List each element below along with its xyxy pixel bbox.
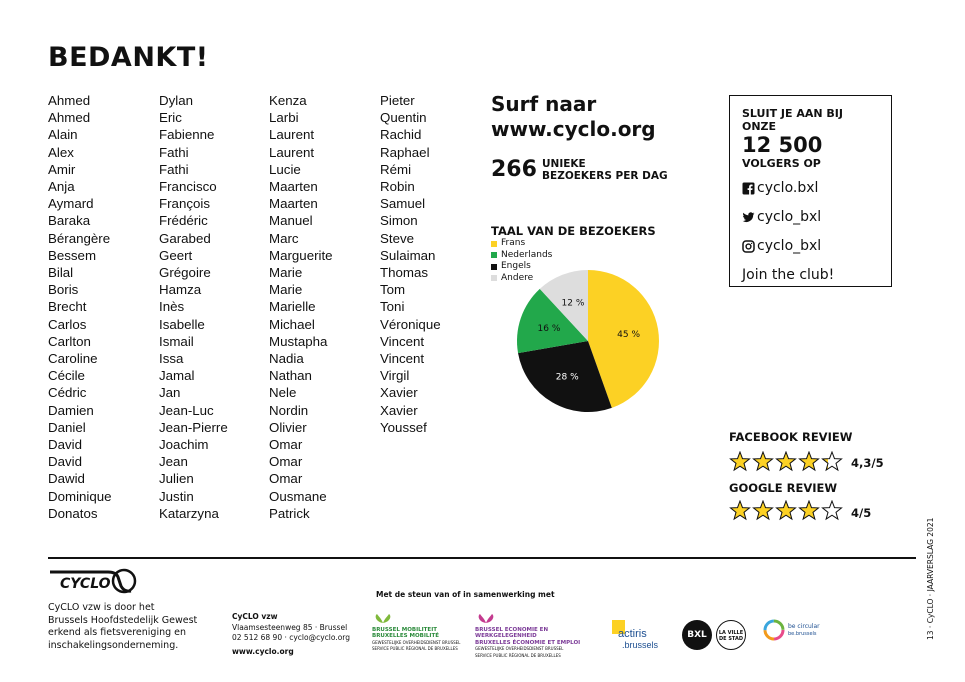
name-item: Marie bbox=[269, 265, 303, 281]
name-item: Véronique bbox=[380, 316, 441, 332]
name-item: Jean bbox=[159, 454, 188, 470]
name-item: Quentin bbox=[380, 110, 427, 126]
legend-label: Frans bbox=[501, 238, 526, 248]
name-item: Bessem bbox=[48, 247, 97, 263]
google-star-icon bbox=[775, 500, 797, 522]
name-item: Nele bbox=[269, 385, 297, 401]
name-item: Caroline bbox=[48, 351, 98, 367]
facebook-star-icon bbox=[729, 451, 751, 473]
legend-swatch bbox=[491, 275, 497, 281]
name-item: Xavier bbox=[380, 402, 418, 418]
facebook-star-icon bbox=[798, 451, 820, 473]
about-line: erkend als fietsvereniging en bbox=[48, 627, 187, 638]
name-item: Laurent bbox=[269, 144, 315, 160]
partner-brussels-mobility: BRUSSEL MOBILITEIT BRUXELLES MOBILITÉ GEWESTELIJKE OVERHEIDSDIENST BRUSSEL SERVICE PUBLIC RÉGIONAL DE BRUXELLES bbox=[372, 612, 472, 653]
name-item: Omar bbox=[269, 454, 303, 470]
name-item: Manuel bbox=[269, 213, 313, 229]
name-item: Rachid bbox=[380, 127, 422, 143]
name-item: Lucie bbox=[269, 161, 301, 177]
name-item: Larbi bbox=[269, 110, 299, 126]
legend-swatch bbox=[491, 252, 497, 258]
twitter-icon bbox=[742, 211, 755, 224]
join-club-cta[interactable]: Join the club! bbox=[742, 267, 835, 283]
name-item: Joachim bbox=[159, 437, 209, 453]
legend-label: Nederlands bbox=[501, 249, 553, 260]
surf-line1: Surf naar bbox=[491, 92, 597, 116]
name-item: Marc bbox=[269, 230, 299, 246]
name-item: Baraka bbox=[48, 213, 91, 229]
name-item: Bilal bbox=[48, 265, 74, 281]
instagram-icon bbox=[742, 240, 755, 253]
name-item: Virgil bbox=[380, 368, 410, 384]
name-item: Justin bbox=[159, 488, 194, 504]
page-title: BEDANKT! bbox=[48, 42, 209, 73]
partner-actiris: actiris .brussels bbox=[610, 618, 674, 652]
facebook-link[interactable] bbox=[742, 174, 879, 203]
name-item: Pieter bbox=[380, 93, 415, 108]
name-item: Marielle bbox=[269, 299, 316, 315]
social-heading: SLUIT JE AAN BIJ ONZE bbox=[742, 107, 843, 133]
partner-be-circular: be circular be.brussels bbox=[760, 616, 830, 652]
facebook-star-icon bbox=[821, 451, 843, 473]
name-item: Jamal bbox=[159, 368, 195, 384]
name-item: Nordin bbox=[269, 402, 309, 418]
name-item: Steve bbox=[380, 230, 415, 246]
name-item: Nadia bbox=[269, 351, 304, 367]
name-item: Marie bbox=[269, 282, 303, 298]
name-list-col1 bbox=[48, 92, 112, 522]
name-item: Isabelle bbox=[159, 316, 205, 332]
instagram-handle: cyclo_bxl bbox=[757, 238, 822, 254]
name-item: Donatos bbox=[48, 505, 98, 521]
page-footer-side-label: 13 · CyCLO · JAARVERSLAG 2021 bbox=[926, 517, 935, 640]
name-item: Garabed bbox=[159, 230, 211, 246]
name-item: Issa bbox=[159, 351, 184, 367]
chart-title: TAAL VAN DE BEZOEKERS bbox=[491, 224, 656, 238]
name-item: Francisco bbox=[159, 179, 217, 195]
name-item: Youssef bbox=[380, 419, 427, 435]
name-item: David bbox=[48, 437, 82, 453]
name-item: Sulaiman bbox=[380, 247, 436, 263]
contact-website[interactable]: www.cyclo.org bbox=[232, 646, 294, 656]
name-item: Carlton bbox=[48, 333, 91, 349]
name-item: Brecht bbox=[48, 299, 87, 315]
name-item: Maarten bbox=[269, 196, 318, 212]
contact-name: CyCLO vzw bbox=[232, 612, 278, 621]
social-box bbox=[729, 95, 892, 287]
name-item: Ousmane bbox=[269, 488, 327, 504]
name-item: David bbox=[48, 454, 82, 470]
name-item: Toni bbox=[380, 299, 405, 315]
name-item: Nathan bbox=[269, 368, 312, 384]
footer-divider bbox=[48, 557, 916, 559]
visitor-label-2: BEZOEKERS PER DAG bbox=[542, 170, 668, 182]
pie-label-frans: 45 % bbox=[617, 329, 641, 340]
name-item: Hamza bbox=[159, 282, 202, 298]
facebook-star-icon bbox=[775, 451, 797, 473]
name-item: Ahmed bbox=[48, 110, 91, 126]
name-item: Jean-Luc bbox=[159, 402, 214, 418]
name-item: Marguerite bbox=[269, 247, 333, 263]
about-line: inschakelingsonderneming. bbox=[48, 639, 179, 651]
website-link[interactable]: www.cyclo.org bbox=[491, 117, 656, 141]
name-item: Jean-Pierre bbox=[159, 419, 228, 435]
language-pie-chart bbox=[510, 268, 665, 418]
name-item: Omar bbox=[269, 437, 303, 453]
partner-brussels-economy: BRUSSEL ECONOMIE EN WERKGELEGENHEID BRUXELLES ÉCONOMIE ET EMPLOI GEWESTELIJKE OVERHEIDSDIENST BRUSSEL SERVICE PUBLIC RÉGIONAL DE BRUXELLES bbox=[475, 612, 600, 659]
name-item: Geert bbox=[159, 247, 193, 263]
contact-phone-email: 02 512 68 90 · cyclo@cyclo.org bbox=[232, 633, 351, 642]
iris-logo-icon bbox=[475, 612, 497, 624]
website-promo bbox=[491, 92, 656, 142]
name-item: François bbox=[159, 196, 210, 212]
name-item: Fabienne bbox=[159, 127, 215, 143]
visitor-label-1: UNIEKE bbox=[542, 158, 586, 170]
google-star-icon bbox=[798, 500, 820, 522]
legend-item bbox=[491, 238, 552, 250]
about-line: Brussels Hoofdstedelijk Gewest bbox=[48, 614, 198, 626]
visitor-count: 266 bbox=[491, 157, 537, 182]
name-item: Amir bbox=[48, 161, 76, 177]
name-item: Julien bbox=[159, 471, 194, 487]
facebook-handle: cyclo.bxl bbox=[757, 180, 819, 196]
facebook-icon bbox=[742, 182, 755, 195]
name-item: Vincent bbox=[380, 351, 425, 367]
name-list-col4 bbox=[380, 92, 441, 436]
name-item: Dawid bbox=[48, 471, 85, 487]
visitor-stat bbox=[491, 158, 668, 183]
contact-info bbox=[232, 612, 350, 657]
name-item: Grégoire bbox=[159, 265, 211, 281]
pie-label-andere: 12 % bbox=[561, 298, 585, 309]
partner-city-of-brussels: BXL LA VILLE DE STAD bbox=[680, 618, 750, 652]
name-item: Jan bbox=[159, 385, 181, 401]
twitter-link[interactable] bbox=[742, 203, 879, 232]
google-star-icon bbox=[752, 500, 774, 522]
google-star-icon bbox=[821, 500, 843, 522]
name-item: Eric bbox=[159, 110, 182, 126]
name-item: Boris bbox=[48, 282, 79, 298]
instagram-link[interactable] bbox=[742, 232, 879, 261]
name-item: Simon bbox=[380, 213, 418, 229]
support-label: Met de steun van of in samenwerking met bbox=[376, 590, 555, 599]
name-item: Ahmed bbox=[48, 93, 91, 108]
about-line: CyCLO vzw is door het bbox=[48, 602, 155, 613]
google-score: 4/5 bbox=[851, 506, 872, 520]
social-subheading: VOLGERS OP bbox=[742, 157, 821, 170]
name-item: Inès bbox=[159, 299, 185, 315]
name-item: Cédric bbox=[48, 385, 87, 401]
name-item: Carlos bbox=[48, 316, 87, 332]
name-item: Katarzyna bbox=[159, 505, 219, 521]
name-item: Bérangère bbox=[48, 230, 111, 246]
name-item: Fathi bbox=[159, 161, 189, 177]
name-item: Maarten bbox=[269, 179, 318, 195]
contact-address: Vlaamsesteenweg 85 · Brussel bbox=[232, 622, 348, 632]
name-item: Mustapha bbox=[269, 333, 328, 349]
legend-label: Engels bbox=[501, 261, 531, 271]
legend-swatch bbox=[491, 264, 497, 270]
follower-count: 12 500 bbox=[742, 133, 823, 157]
name-item: Vincent bbox=[380, 333, 425, 349]
facebook-star-icon bbox=[752, 451, 774, 473]
name-item: Anja bbox=[48, 179, 75, 195]
name-item: Tom bbox=[380, 282, 406, 298]
facebook-review-title: FACEBOOK REVIEW bbox=[729, 430, 853, 444]
name-item: Laurent bbox=[269, 127, 315, 143]
facebook-stars bbox=[729, 451, 843, 473]
name-item: Fathi bbox=[159, 144, 189, 160]
pie-label-nederlands: 16 % bbox=[537, 323, 561, 334]
name-item: Olivier bbox=[269, 419, 307, 435]
name-item: Rémi bbox=[380, 161, 412, 177]
name-item: Thomas bbox=[380, 265, 429, 281]
be-circular-icon bbox=[762, 618, 786, 642]
name-item: Robin bbox=[380, 179, 415, 195]
name-item: Michael bbox=[269, 316, 315, 332]
legend-label: Andere bbox=[501, 272, 534, 283]
name-item: Frédéric bbox=[159, 213, 208, 229]
name-item: Alex bbox=[48, 144, 74, 160]
name-item: Dylan bbox=[159, 93, 193, 108]
about-text bbox=[48, 602, 218, 652]
name-item: Daniel bbox=[48, 419, 86, 435]
google-review-title: GOOGLE REVIEW bbox=[729, 481, 838, 495]
name-item: Damien bbox=[48, 402, 94, 418]
name-item: Ismail bbox=[159, 333, 194, 349]
name-item: Aymard bbox=[48, 196, 94, 212]
name-item: Raphael bbox=[380, 144, 430, 160]
name-item: Dominique bbox=[48, 488, 112, 504]
iris-logo-icon bbox=[372, 612, 394, 624]
legend-swatch bbox=[491, 241, 497, 247]
name-item: Cécile bbox=[48, 368, 85, 384]
google-stars bbox=[729, 500, 843, 522]
name-list-col3 bbox=[269, 92, 333, 522]
legend-item bbox=[491, 250, 552, 262]
name-item: Omar bbox=[269, 471, 303, 487]
pie-label-engels: 28 % bbox=[555, 372, 579, 383]
name-list-col2 bbox=[159, 92, 228, 522]
cyclo-logo-graphic bbox=[48, 566, 138, 596]
cyclo-logo-text: CYCLO bbox=[60, 576, 111, 592]
name-item: Patrick bbox=[269, 505, 310, 521]
twitter-handle: cyclo_bxl bbox=[757, 209, 822, 225]
name-item: Samuel bbox=[380, 196, 426, 212]
name-item: Xavier bbox=[380, 385, 418, 401]
google-star-icon bbox=[729, 500, 751, 522]
name-item: Kenza bbox=[269, 93, 307, 108]
cyclo-logo bbox=[48, 566, 138, 600]
name-item: Alain bbox=[48, 127, 78, 143]
facebook-score: 4,3/5 bbox=[851, 456, 884, 470]
